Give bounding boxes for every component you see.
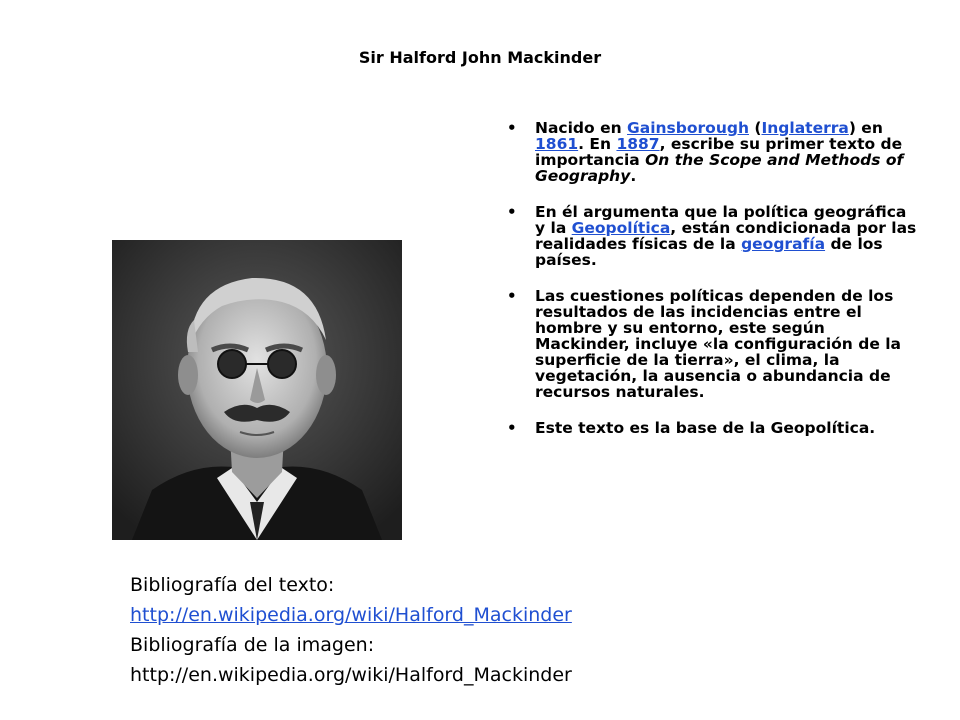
text-run: ) en bbox=[848, 119, 883, 137]
bibliography bbox=[130, 570, 830, 690]
bullet-item bbox=[497, 120, 917, 184]
biblio-text-label: Bibliografía del texto: bbox=[130, 574, 335, 596]
text-run: de los países. bbox=[535, 235, 883, 269]
text-run: . bbox=[630, 167, 637, 185]
inline-link[interactable]: geografía bbox=[741, 235, 826, 253]
bullet-marker: • bbox=[507, 419, 517, 437]
bullet-marker: • bbox=[507, 203, 517, 221]
text-run: Las cuestiones políticas dependen de los resultados de las incidencias entre el hombre y su entorno, este según Mackinder, incluye «la configuración de la superficie de la tierra», el clima, la vegetación, la ausencia o abundancia de recursos naturales. bbox=[535, 287, 902, 401]
bullet-item bbox=[497, 420, 917, 436]
slide-title: Sir Halford John Mackinder bbox=[358, 48, 602, 67]
bullet-text bbox=[535, 119, 903, 185]
inline-link[interactable]: Gainsborough bbox=[627, 119, 749, 137]
bullet-list bbox=[497, 120, 917, 456]
text-run: , escribe su primer texto de importancia bbox=[535, 135, 903, 169]
text-run: En él argumenta que la política geográfica y la bbox=[535, 203, 907, 237]
bullet-item bbox=[497, 288, 917, 400]
portrait-image bbox=[112, 240, 402, 540]
biblio-image-url: http://en.wikipedia.org/wiki/Halford_Mackinder bbox=[130, 664, 572, 686]
inline-link[interactable]: Inglaterra bbox=[761, 119, 849, 137]
text-run: Nacido en bbox=[535, 119, 628, 137]
biblio-image-label: Bibliografía de la imagen: bbox=[130, 634, 375, 656]
portrait-photo bbox=[112, 240, 402, 540]
text-run: ( bbox=[749, 119, 762, 137]
biblio-text-link[interactable]: http://en.wikipedia.org/wiki/Halford_Mackinder bbox=[130, 604, 572, 626]
inline-link[interactable]: 1887 bbox=[616, 135, 660, 153]
bullet-text bbox=[535, 287, 901, 401]
bullet-marker: • bbox=[507, 119, 517, 137]
bullet-text bbox=[535, 203, 916, 269]
inline-link[interactable]: 1861 bbox=[535, 135, 579, 153]
text-run: , están condicionada por las realidades físicas de la bbox=[535, 219, 917, 253]
bullet-text bbox=[535, 419, 875, 437]
bullet-marker: • bbox=[507, 287, 517, 305]
text-run: . En bbox=[578, 135, 617, 153]
italic-title: On the Scope and Methods of Geography bbox=[535, 151, 904, 185]
bullet-item bbox=[497, 204, 917, 268]
text-run: Este texto es la base de la Geopolítica. bbox=[535, 419, 876, 437]
inline-link[interactable]: Geopolítica bbox=[571, 219, 671, 237]
